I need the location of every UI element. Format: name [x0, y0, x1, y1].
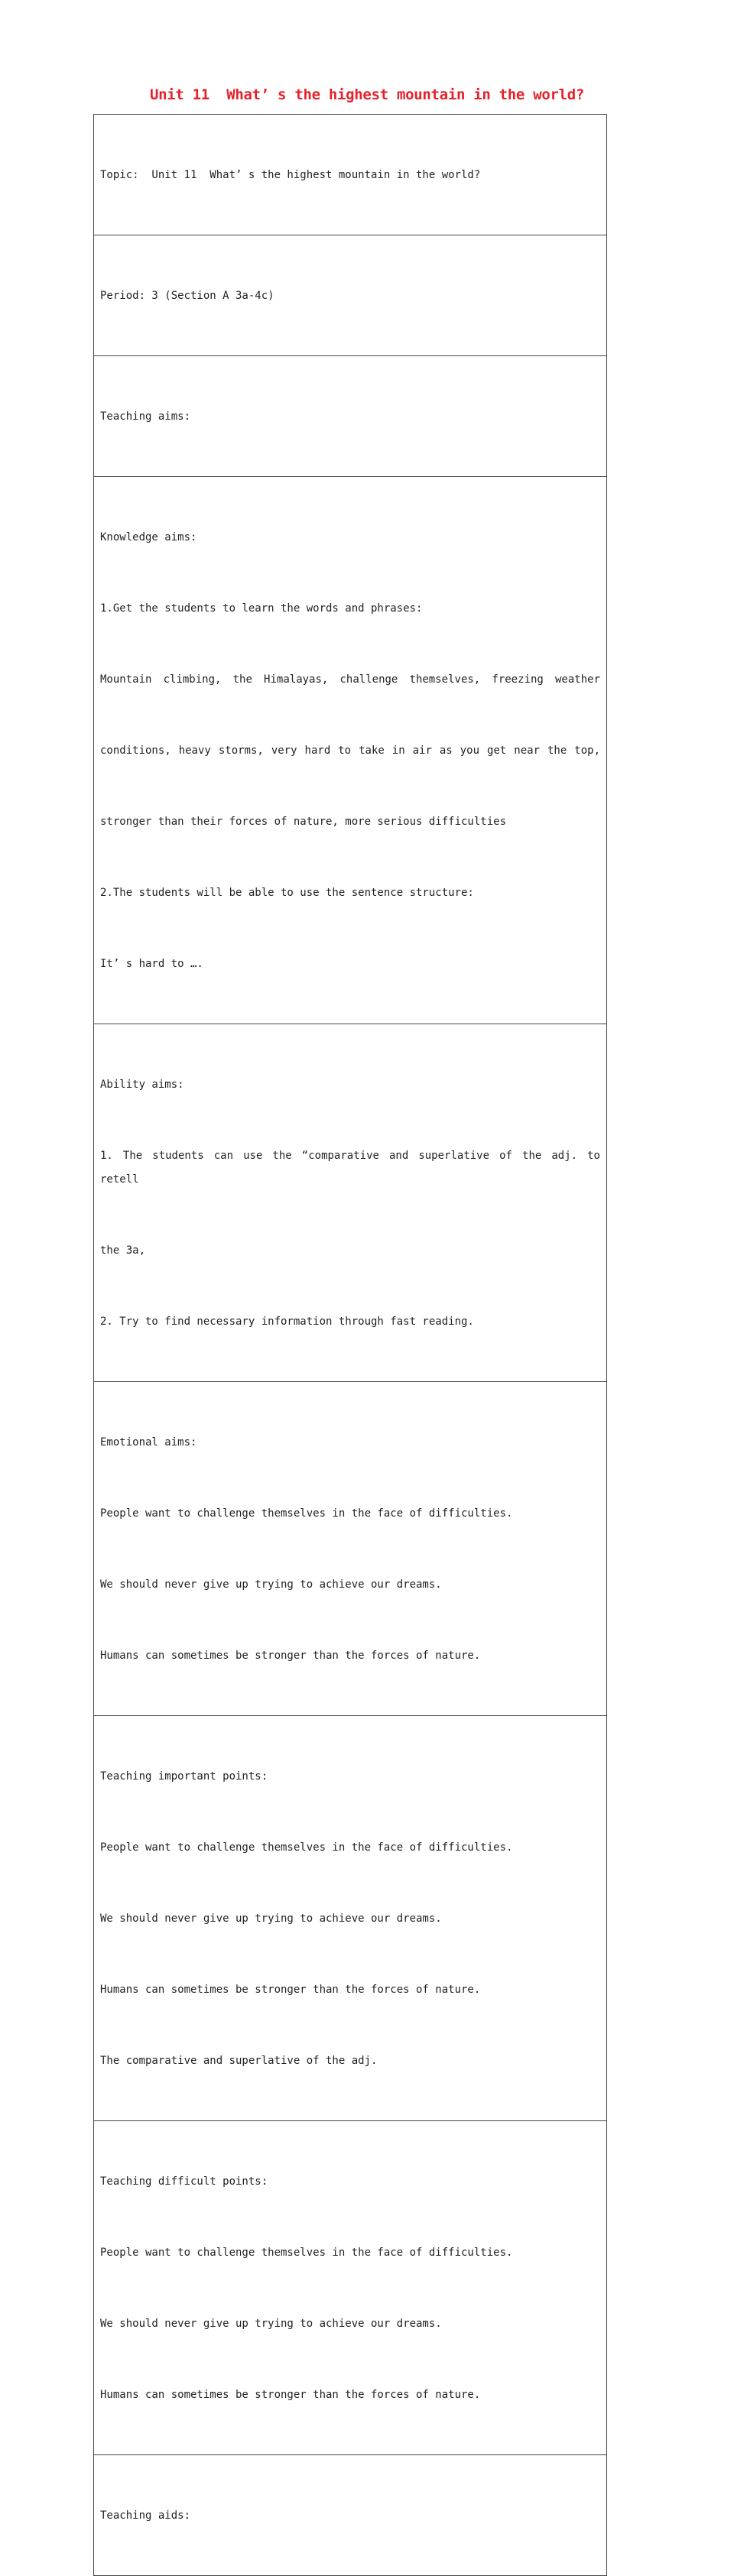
emotional-line-2: We should never give up trying to achieve our dreams. — [100, 1578, 442, 1591]
teaching-aids-heading: Teaching aids: — [100, 2509, 191, 2522]
ability-aims-cell — [94, 1024, 607, 1382]
table-row-teaching-aids — [94, 2455, 607, 2576]
emotional-line-1: People want to challenge themselves in the face of difficulties. — [100, 1507, 513, 1520]
important-line-3: Humans can sometimes be stronger than the forces of nature. — [100, 1984, 481, 1996]
teaching-aids-cell — [94, 2455, 607, 2576]
important-line-1: People want to challenge themselves in the face of difficulties. — [100, 1841, 513, 1854]
table-row-emotional-aims — [94, 1382, 607, 1716]
ability-point-1-line-1: 1. The students can use the “comparative and superlative of the adj. to retell — [100, 1150, 607, 1186]
table-row-ability-aims — [94, 1024, 607, 1382]
important-line-2: We should never give up trying to achieve our dreams. — [100, 1913, 442, 1925]
table-row-important-points — [94, 1716, 607, 2121]
difficult-points-heading: Teaching difficult points: — [100, 2175, 268, 2188]
document-title: Unit 11 What’ s the highest mountain in the world? — [149, 86, 585, 103]
knowledge-aims-cell — [94, 477, 607, 1024]
phrases-line-3: stronger than their forces of nature, more serious difficulties — [100, 816, 507, 828]
phrases-line-2: conditions, heavy storms, very hard to take in air as you get near the top, — [100, 745, 600, 757]
teaching-aims-heading: Teaching aims: — [100, 410, 191, 423]
table-row-knowledge-aims — [94, 477, 607, 1024]
knowledge-point-1: 1.Get the students to learn the words and phrases: — [100, 602, 423, 615]
difficult-line-2: We should never give up trying to achieve our dreams. — [100, 2318, 442, 2330]
table-row-difficult-points — [94, 2121, 607, 2455]
period-cell — [94, 235, 607, 356]
table-row-topic — [94, 115, 607, 235]
ability-aims-heading: Ability aims: — [100, 1079, 184, 1091]
teaching-aims-cell — [94, 356, 607, 477]
important-points-heading: Teaching important points: — [100, 1770, 268, 1783]
period-text: Period: 3 (Section A 3a-4c) — [100, 290, 274, 302]
ability-point-1-line-2: the 3a, — [100, 1244, 146, 1257]
difficult-line-1: People want to challenge themselves in the face of difficulties. — [100, 2247, 513, 2259]
table-row-teaching-aims — [94, 356, 607, 477]
emotional-line-3: Humans can sometimes be stronger than the forces of nature. — [100, 1650, 481, 1662]
important-line-4: The comparative and superlative of the adj. — [100, 2055, 378, 2067]
ability-point-2: 2. Try to find necessary information through fast reading. — [100, 1316, 474, 1328]
knowledge-aims-heading: Knowledge aims: — [100, 531, 197, 543]
emotional-aims-cell — [94, 1382, 607, 1716]
important-points-cell — [94, 1716, 607, 2121]
difficult-line-3: Humans can sometimes be stronger than the forces of nature. — [100, 2389, 481, 2401]
lesson-plan-table — [93, 114, 607, 2576]
sentence-structure: It’ s hard to …. — [100, 958, 203, 970]
topic-text: Topic: Unit 11 What’ s the highest mountain in the world? — [100, 169, 481, 181]
emotional-aims-heading: Emotional aims: — [100, 1436, 197, 1449]
topic-cell — [94, 115, 607, 235]
table-row-period — [94, 235, 607, 356]
phrases-line-1: Mountain climbing, the Himalayas, challenge themselves, freezing weather — [100, 673, 600, 686]
difficult-points-cell — [94, 2121, 607, 2455]
knowledge-point-2: 2.The students will be able to use the sentence structure: — [100, 887, 474, 899]
